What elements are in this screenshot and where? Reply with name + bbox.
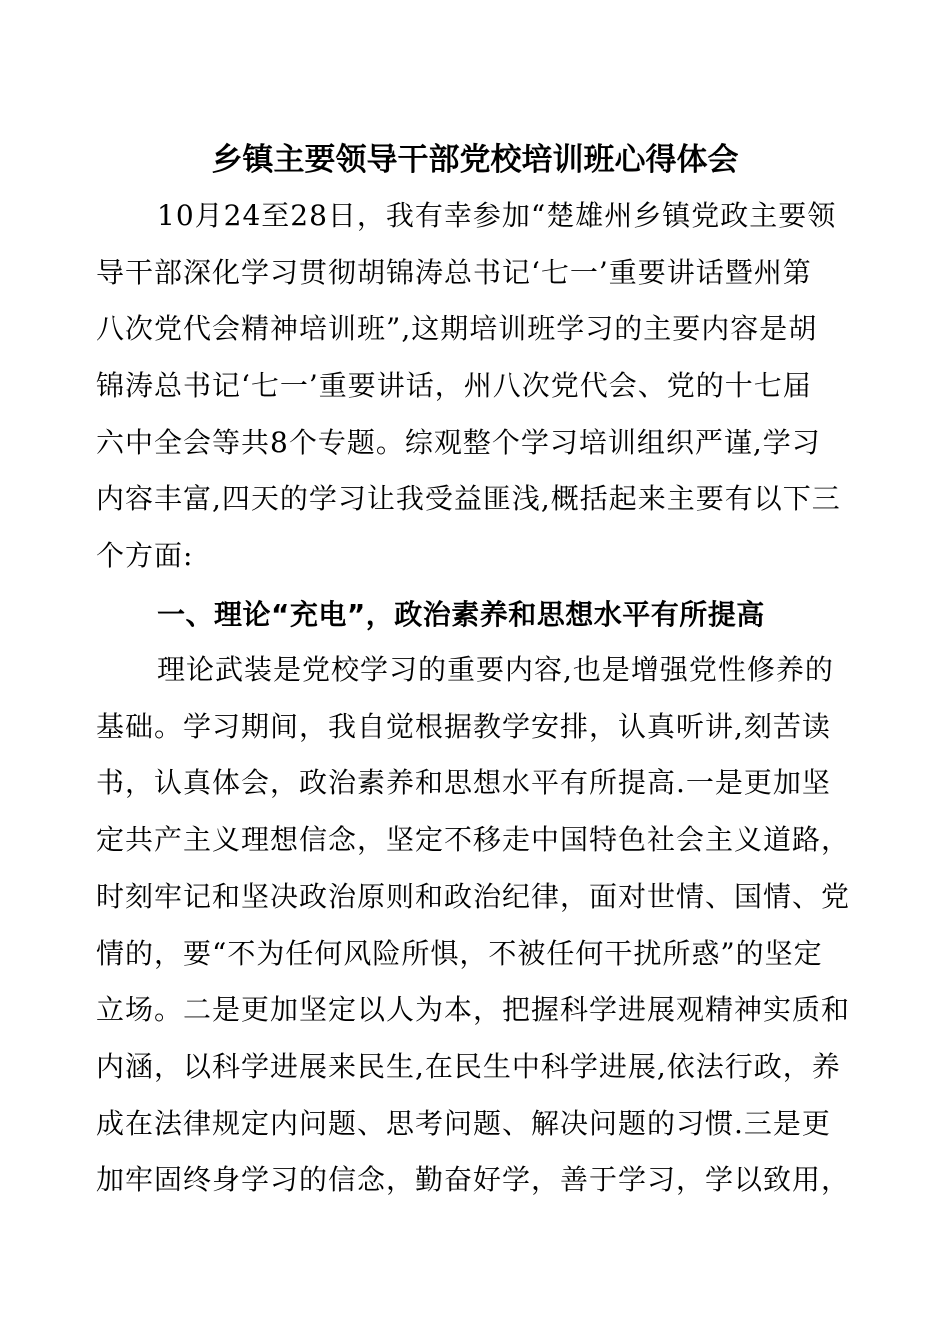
paragraph-line: 情的，要“不为任何风险所惧，不被任何干扰所惑”的坚定	[96, 937, 823, 970]
section-heading: 一、理论“充电”，政治素养和思想水平有所提高	[157, 598, 765, 631]
paragraph-line: 基础。学习期间，我自觉根据教学安排，认真听讲,刻苦读	[96, 710, 831, 743]
paragraph-line: 锦涛总书记‘七一’重要讲话，州八次党代会、党的十七届	[96, 369, 812, 402]
paragraph-line: 导干部深化学习贯彻胡锦涛总书记‘七一’重要讲话暨州第	[96, 256, 812, 289]
paragraph-line: 定共产主义理想信念，坚定不移走中国特色社会主义道路，	[96, 823, 851, 856]
paragraph-line: 理论武装是党校学习的重要内容,也是增强党性修养的	[157, 653, 834, 686]
paragraph-line: 个方面:	[96, 539, 194, 572]
paragraph-line: 书，认真体会，政治素养和思想水平有所提高.一是更加坚	[96, 766, 831, 799]
paragraph-line: 时刻牢记和坚决政治原则和政治纪律，面对世情、国情、党	[96, 880, 851, 913]
paragraph-line: 立场。二是更加坚定以人为本，把握科学进展观精神实质和	[96, 993, 851, 1026]
paragraph-line: 六中全会等共8个专题。综观整个学习培训组织严谨,学习	[96, 426, 821, 459]
paragraph-line: 内涵，以科学进展来民生,在民生中科学进展,依法行政，养	[96, 1050, 841, 1083]
paragraph-line: 加牢固终身学习的信念，勤奋好学，善于学习，学以致用，	[96, 1163, 851, 1196]
paragraph-line: 八次党代会精神培训班”,这期培训班学习的主要内容是胡	[96, 312, 818, 345]
paragraph-line: 10月24至28日，我有幸参加“楚雄州乡镇党政主要领	[157, 199, 837, 232]
paragraph-line: 内容丰富,四天的学习让我受益匪浅,概括起来主要有以下三	[96, 482, 841, 515]
paragraph-line: 成在法律规定内问题、思考问题、解决问题的习惯.三是更	[96, 1107, 831, 1140]
document-title: 乡镇主要领导干部党校培训班心得体会	[211, 142, 739, 178]
